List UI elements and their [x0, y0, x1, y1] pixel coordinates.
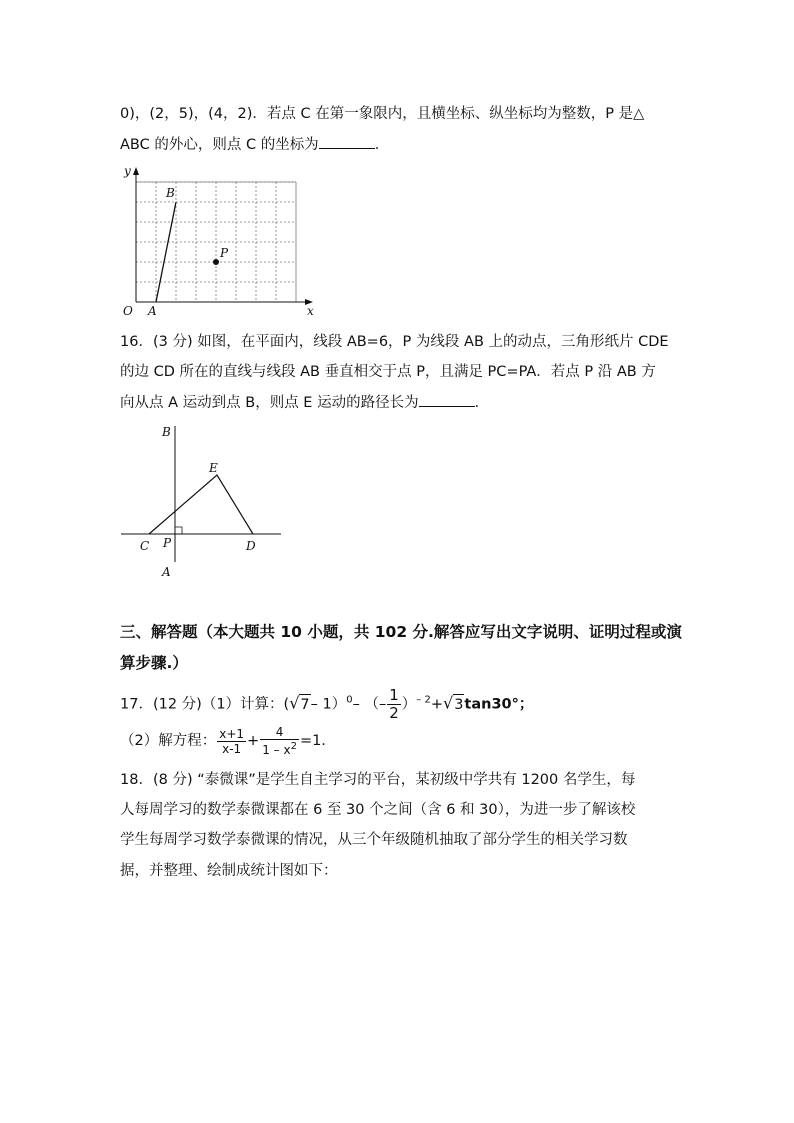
sqrt-3: 3	[453, 694, 464, 715]
triangle-cde	[149, 475, 253, 534]
point-d-label: D	[246, 539, 256, 553]
grid-figure	[115, 162, 325, 322]
q16-text-line2: 的边 CD 所在的直线与线段 AB 垂直相交于点 P，且满足 PC=PA．若点 P 沿 AB 方	[120, 364, 656, 380]
point-e-label: E	[209, 461, 218, 475]
point-a-label: A	[148, 304, 157, 318]
section-heading-line1: 三、解答题（本大题共 10 小题，共 102 分.解答应写出文字说明、证明过程或演	[120, 623, 682, 641]
triangle-figure	[115, 420, 295, 580]
radical-icon: √	[442, 693, 454, 713]
fraction-denominator: 2	[389, 704, 399, 722]
q18-text-line2: 人每周学习的数学泰微课都在 6 至 30 个之间（含 6 和 30），为进一步了解该校	[120, 802, 636, 818]
plus-sign: +	[430, 696, 443, 713]
point-c-label: C	[140, 539, 150, 553]
answer-blank	[419, 392, 475, 407]
q17-part2	[120, 725, 326, 757]
q17-minus-one: – 1）	[310, 696, 347, 713]
q18-text-line3: 学生每周学习数学泰微课的情况，从三个年级随机抽取了部分学生的相关学习数	[120, 832, 628, 848]
fraction-denominator: x-1	[222, 741, 242, 756]
denominator-text: 1 – x	[262, 743, 291, 757]
q16-text-line3	[120, 392, 489, 413]
q15-text-line2	[120, 134, 389, 155]
q16-period: ．	[474, 395, 490, 411]
exponent-two: 2	[290, 741, 297, 752]
q17-part1	[120, 687, 533, 722]
q17-part2-prefix: （2）解方程：	[120, 733, 217, 749]
point-b-label: B	[166, 186, 175, 200]
q16-text-line1: 16．(3 分) 如图，在平面内，线段 AB=6，P 为线段 AB 上的动点，三角形纸片 CDE	[120, 334, 669, 350]
plus-sign: +	[247, 733, 260, 749]
origin-label: O	[123, 304, 133, 318]
q16-text: 向从点 A 运动到点 B，则点 E 运动的路径长为	[120, 395, 419, 411]
fraction-numerator: x+1	[219, 726, 245, 741]
y-axis-label: y	[124, 164, 131, 178]
segment-ab	[156, 202, 176, 302]
point-p-label: P	[163, 536, 172, 550]
exponent-neg-two: – 2	[416, 694, 431, 706]
exponent-zero: 0	[346, 694, 353, 706]
q17-prefix: 17．(12 分)（1）计算：(	[120, 696, 290, 713]
q15-period: ．	[374, 137, 390, 153]
q18-text-line4: 据，并整理、绘制成统计图如下：	[120, 863, 338, 879]
q15-text-line1: 0)，(2，5)，(4，2)．若点 C 在第一象限内，且横坐标、纵坐标均为整数，P 是△	[120, 106, 645, 122]
fraction-1	[217, 727, 246, 756]
q17-minus-paren: – （–	[352, 696, 387, 713]
radical-icon: √	[289, 693, 300, 713]
fraction-numerator: 4	[260, 725, 299, 740]
point-a-label: A	[162, 565, 171, 579]
answer-blank	[319, 134, 375, 149]
equals-one: =1.	[299, 733, 326, 749]
fraction-half	[387, 687, 401, 722]
right-angle-mark	[175, 527, 182, 534]
fraction-2	[260, 725, 299, 757]
fraction-denominator	[260, 740, 299, 757]
sqrt-7: 7	[299, 694, 310, 715]
point-p-label: P	[220, 246, 229, 260]
q18-text-line1: 18．(8 分) “泰微课”是学生自主学习的平台，某初级中学共有 1200 名学生，每	[120, 772, 636, 788]
section-heading-line2: 算步骤.）	[120, 654, 188, 672]
point-b-label: B	[162, 425, 171, 439]
q15-text: ABC 的外心，则点 C 的坐标为	[120, 137, 319, 153]
tan-30: tan30°；	[464, 696, 534, 713]
fraction-numerator: 1	[389, 686, 399, 704]
point-p	[213, 259, 219, 265]
y-axis-arrow-icon	[133, 167, 139, 175]
x-axis-label: x	[307, 304, 314, 318]
q17-close-paren: ）	[401, 696, 417, 713]
